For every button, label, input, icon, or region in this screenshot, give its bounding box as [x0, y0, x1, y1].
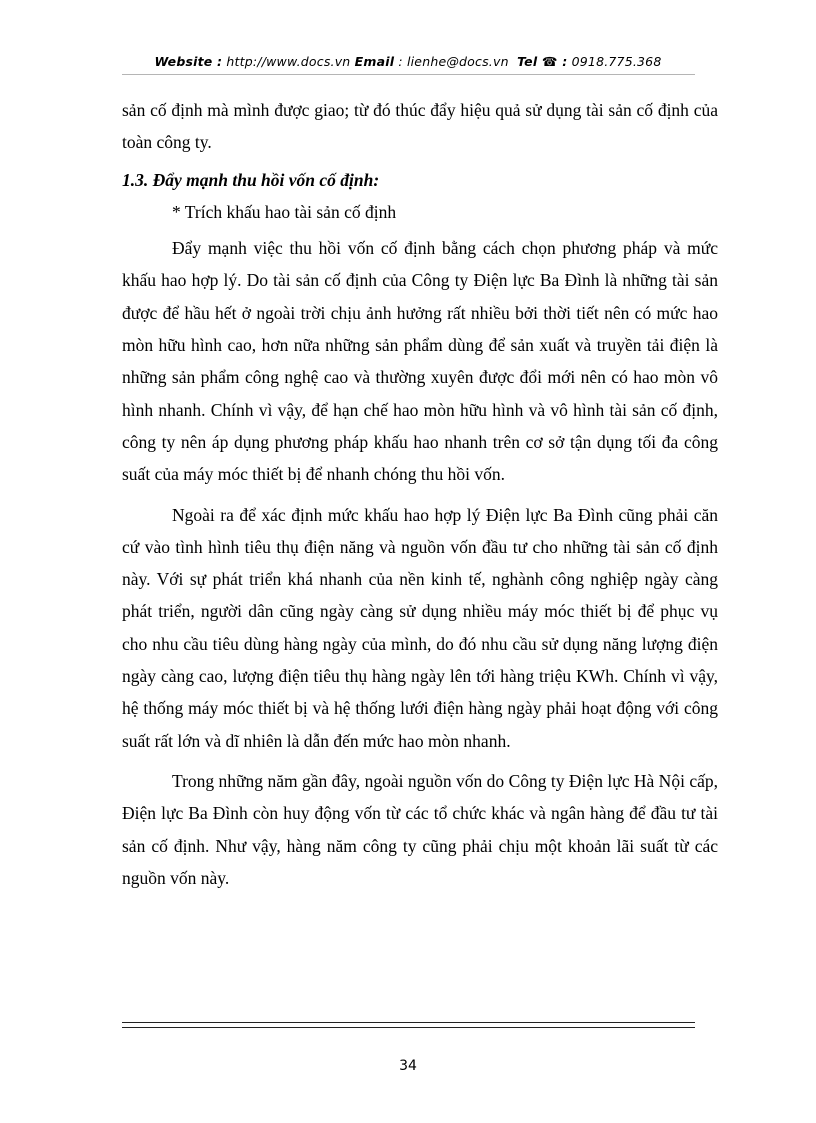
paragraph-3: Trong những năm gần đây, ngoài nguồn vốn do Công ty Điện lực Hà Nội cấp, Điện lực Ba Đình còn huy động vốn từ các tổ chức khác và ngân hàng để đầu tư tài sản cố định. Như vậy, hàng năm công ty cũng phải chịu một khoản lãi suất từ các nguồn vốn này. — [122, 770, 718, 888]
paragraph-1: Đẩy mạnh việc thu hồi vốn cố định bằng cách chọn phương pháp và mức khấu hao hợp lý. Do tài sản cố định của Công ty Điện lực Ba Đình là những tài sản được để hầu hết ở ngoài trời chịu ảnh hưởng rất nhiều bởi thời tiết nên có mức hao mòn hữu hình cao, hơn nữa những sản phẩm dùng để sản xuất và truyền tải điện là những sản phẩm công nghệ cao và thường xuyên được đổi mới nên có hao mòn vô hình nhanh. Chính vì vậy, để hạn chế hao mòn hữu hình và vô hình tài sản cố định, công ty nên áp dụng phương pháp khấu hao nhanh trên cơ sở tận dụng tối đa công suất của máy móc thiết bị để nhanh chóng thu hồi vốn. — [122, 238, 718, 485]
paragraph-2: Ngoài ra để xác định mức khấu hao hợp lý Điện lực Ba Đình cũng phải căn cứ vào tình hình tiêu thụ điện năng và nguồn vốn đầu tư cho những tài sản cố định này. Với sự phát triển khá nhanh của nền kinh tế, nghành công nghiệp ngày càng phát triển, người dân cũng ngày càng sử dụng nhiều máy móc thiết bị để phục vụ cho nhu cầu tiêu dùng hàng ngày của mình, do đó nhu cầu sử dụng năng lượng điện ngày càng cao, lượng điện tiêu thụ hàng ngày lên tới hàng triệu KWh. Chính vì vậy, hệ thống máy móc thiết bị và hệ thống lưới điện hàng ngày phải hoạt động với công suất rất lớn và dĩ nhiên là dẫn đến mức hao mòn nhanh. — [122, 504, 718, 751]
website-url[interactable]: http://www.docs.vn — [226, 54, 351, 69]
continued-paragraph: sản cố định mà mình được giao; từ đó thúc đẩy hiệu quả sử dụng tài sản cố định của toàn công ty. — [122, 100, 718, 153]
email-value[interactable]: : lienhe@docs.vn — [398, 54, 509, 69]
page-number: 34 — [399, 1058, 417, 1074]
tel-value: 0918.775.368 — [571, 54, 662, 69]
subheading: * Trích khấu hao tài sản cố định — [172, 201, 397, 222]
page-header — [0, 54, 816, 69]
header-divider — [122, 74, 695, 75]
tel-label: Tel ☎ : — [517, 54, 568, 69]
section-heading: 1.3. Đẩy mạnh thu hồi vốn cố định: — [122, 169, 380, 190]
website-label: Website : — [154, 54, 223, 69]
email-label: Email — [354, 54, 395, 69]
footer-divider — [122, 1022, 695, 1028]
document-body — [122, 94, 718, 894]
